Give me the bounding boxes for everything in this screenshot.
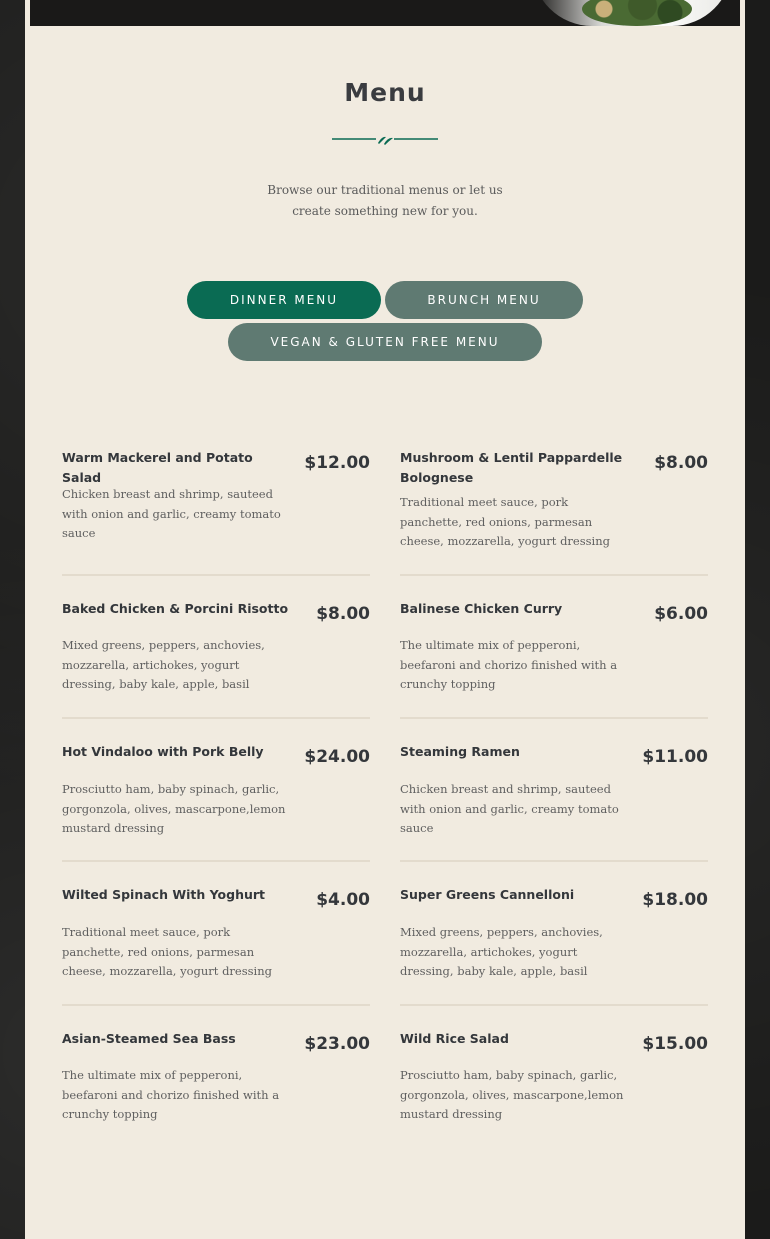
menu-item-price: $4.00 <box>316 890 370 910</box>
menu-item-price: $6.00 <box>654 604 708 624</box>
item-divider <box>400 860 708 862</box>
menu-item-description: The ultimate mix of pepperoni, beefaroni and chorizo finished with a crunchy topping <box>400 638 618 691</box>
tab-vegan-gluten-free-menu[interactable]: VEGAN & GLUTEN FREE MENU <box>228 323 542 361</box>
item-divider <box>62 717 370 719</box>
menu-item-name: Wilted Spinach With Yoghurt <box>62 887 266 902</box>
menu-item-price: $12.00 <box>304 453 370 473</box>
tab-brunch-menu[interactable]: BRUNCH MENU <box>385 281 583 319</box>
item-divider <box>62 860 370 862</box>
page-subtitle <box>25 180 745 222</box>
menu-item-description: Prosciutto ham, baby spinach, garlic, gorgonzola, olives, mascarpone,lemon mustard dressing <box>62 782 286 835</box>
item-divider <box>62 1004 370 1006</box>
subtitle-line: create something new for you. <box>292 204 478 218</box>
menu-item-name: Asian-Steamed Sea Bass <box>62 1031 236 1046</box>
menu-item-description: Mixed greens, peppers, anchovies, mozzarella, artichokes, yogurt dressing, baby kale, apple, basil <box>62 638 265 691</box>
menu-item-price: $8.00 <box>316 604 370 624</box>
menu-item-name: Balinese Chicken Curry <box>400 601 563 616</box>
item-divider <box>400 717 708 719</box>
menu-panel <box>25 0 745 1239</box>
menu-item-name: Baked Chicken & Porcini Risotto <box>62 601 289 616</box>
menu-item-description: The ultimate mix of pepperoni, beefaroni and chorizo finished with a crunchy topping <box>62 1068 280 1121</box>
menu-item-price: $23.00 <box>304 1034 370 1054</box>
menu-item-description: Traditional meet sauce, pork panchette, red onions, parmesan cheese, mozzarella, yogurt dressing <box>400 495 610 548</box>
ornament-divider-icon <box>330 131 440 147</box>
item-divider <box>400 574 708 576</box>
menu-item-price: $18.00 <box>642 890 708 910</box>
menu-item-name: Warm Mackerel and Potato Salad <box>62 450 253 485</box>
menu-item-name: Super Greens Cannelloni <box>400 887 575 902</box>
page-title: Menu <box>344 78 426 107</box>
menu-item-price: $15.00 <box>642 1034 708 1054</box>
item-divider <box>62 574 370 576</box>
subtitle-line: Browse our traditional menus or let us <box>267 183 503 197</box>
menu-item-price: $24.00 <box>304 747 370 767</box>
menu-item-description: Prosciutto ham, baby spinach, garlic, gorgonzola, olives, mascarpone,lemon mustard dressing <box>400 1068 624 1121</box>
menu-item-description: Traditional meet sauce, pork panchette, red onions, parmesan cheese, mozzarella, yogurt dressing <box>62 925 272 978</box>
tab-dinner-menu[interactable]: DINNER MENU <box>187 281 381 319</box>
menu-item-name: Wild Rice Salad <box>400 1031 509 1046</box>
menu-item-description: Chicken breast and shrimp, sauteed with onion and garlic, creamy tomato sauce <box>400 782 619 835</box>
menu-item-name: Steaming Ramen <box>400 744 520 759</box>
menu-item-name: Hot Vindaloo with Pork Belly <box>62 744 264 759</box>
menu-item-price: $11.00 <box>642 747 708 767</box>
item-divider <box>400 1004 708 1006</box>
hero-image <box>30 0 740 26</box>
menu-item-name: Mushroom & Lentil Pappardelle Bolognese <box>400 450 623 485</box>
menu-item-price: $8.00 <box>654 453 708 473</box>
menu-item-description: Chicken breast and shrimp, sauteed with onion and garlic, creamy tomato sauce <box>62 487 281 540</box>
menu-item-description: Mixed greens, peppers, anchovies, mozzarella, artichokes, yogurt dressing, baby kale, apple, basil <box>400 925 603 978</box>
